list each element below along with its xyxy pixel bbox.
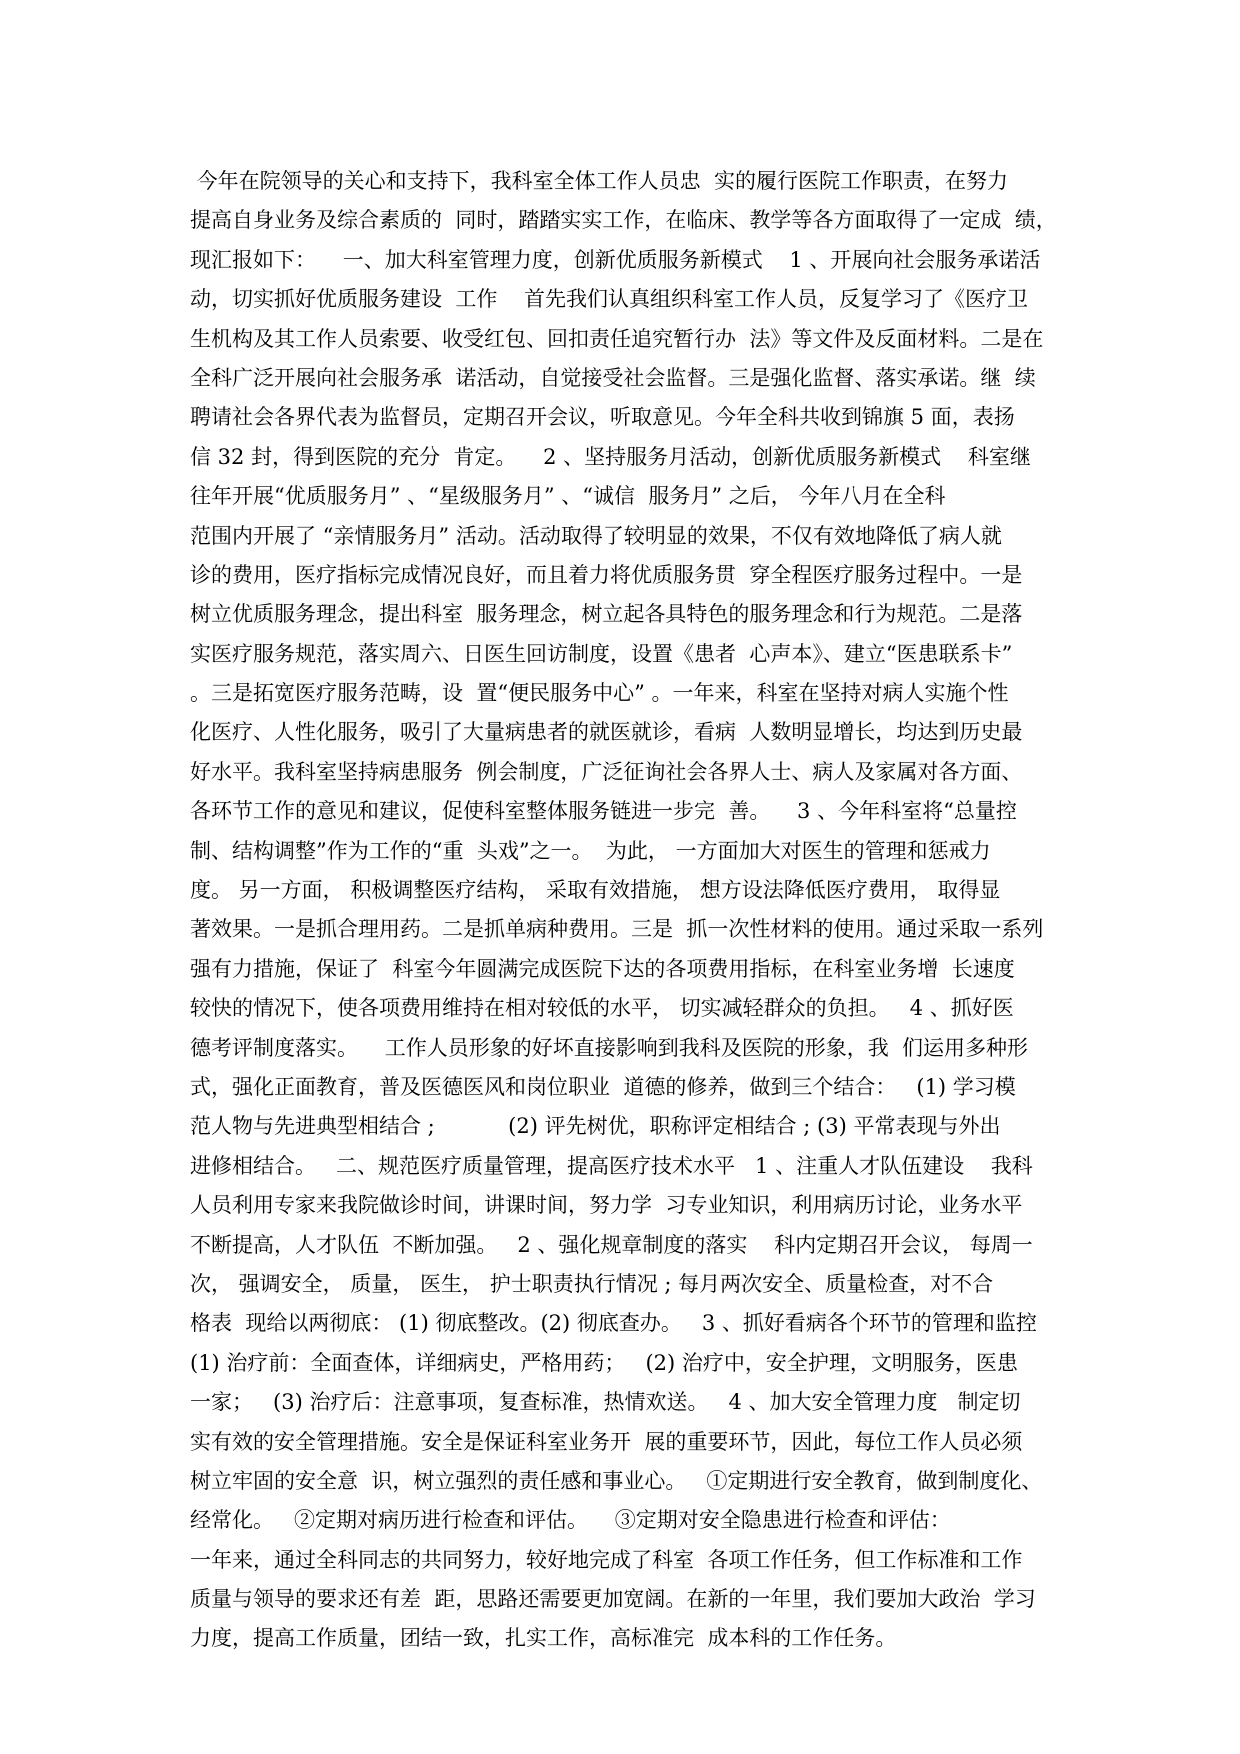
- text-line: 诊的费用，医疗指标完成情况良好，而且着力将优质服务贯 穿全程医疗服务过程中。一是: [190, 562, 1023, 587]
- text-line: 次， 强调安全， 质量， 医生， 护士职责执行情况 ; 每月两次安全、质量检查，对不合: [190, 1271, 994, 1296]
- text-line: 树立优质服务理念，提出科室 服务理念，树立起各具特色的服务理念和行为规范。二是落: [190, 602, 1023, 627]
- text-line: 。三是拓宽医疗服务范畴，设 置“便民服务中心” 。一年来，科室在坚持对病人实施个性: [190, 681, 1009, 706]
- text-line: 生机构及其工作人员索要、收受红包、回扣责任追究暂行办 法》等文件及反面材料。二是在: [190, 326, 1044, 351]
- text-line: 式，强化正面教育，普及医德医风和岗位职业 道德的修养，做到三个结合： (1) 学习模: [190, 1074, 1016, 1099]
- text-line: 一家； (3) 治疗后：注意事项，复查标准，热情欢送。 4 、加大安全管理力度 制定切: [190, 1390, 1021, 1415]
- text-line: 质量与领导的要求还有差 距，思路还需要更加宽阔。在新的一年里，我们要加大政治 学习: [190, 1587, 1036, 1612]
- text-line: (1) 治疗前：全面查体，详细病史，严格用药； (2) 治疗中，安全护理，文明服务，医患: [190, 1350, 1018, 1375]
- text-line: 聘请社会各界代表为监督员，定期召开会议，听取意见。今年全科共收到锦旗 5 面，表扬: [190, 405, 1015, 430]
- text-line: 经常化。 ②定期对病历进行检查和评估。 ③定期对安全隐患进行检查和评估：: [190, 1508, 951, 1533]
- text-line: 往年开展“优质服务月” 、“星级服务月” 、“诚信 服务月” 之后， 今年八月在全科: [190, 484, 946, 509]
- text-line: 信 32 封，得到医院的充分 肯定。 2 、坚持服务月活动，创新优质服务新模式 科室继: [190, 444, 1031, 469]
- text-line: 今年在院领导的关心和支持下，我科室全体工作人员忠 实的履行医院工作职责，在努力: [190, 169, 1009, 193]
- text-line: 现汇报如下： 一、加大科室管理力度，创新优质服务新模式 1 、开展向社会服务承诺活: [190, 247, 1041, 272]
- text-line: 范围内开展了 “亲情服务月” 活动。活动取得了较明显的效果，不仅有效地降低了病人就: [190, 523, 1002, 548]
- text-line: 较快的情况下，使各项费用维持在相对较低的水平， 切实减轻群众的负担。 4 、抓好医: [190, 996, 1014, 1021]
- text-line: 树立牢固的安全意 识，树立强烈的责任感和事业心。 ①定期进行安全教育，做到制度化、: [190, 1468, 1043, 1493]
- text-line: 实医疗服务规范，落实周六、日医生回访制度，设置《患者 心声本》、建立“医患联系卡”: [190, 641, 1013, 666]
- text-line: 强有力措施，保证了 科室今年圆满完成医院下达的各项费用指标，在科室业务增 长速度: [190, 956, 1015, 981]
- text-line: 好水平。我科室坚持病患服务 例会制度，广泛征询社会各界人士、病人及家属对各方面、: [190, 759, 1023, 784]
- text-line: 范人物与先进典型相结合 ; (2) 评先树优，职称评定相结合 ; (3) 平常表现与外出: [190, 1114, 1001, 1139]
- text-line: 德考评制度落实。 工作人员形象的好坏直接影响到我科及医院的形象，我 们运用多种形: [190, 1035, 1029, 1060]
- text-line: 化医疗、人性化服务，吸引了大量病患者的就医就诊，看病 人数明显增长，均达到历史最: [190, 720, 1023, 745]
- text-line: 著效果。一是抓合理用药。二是抓单病种费用。三是 抓一次性材料的使用。通过采取一系列: [190, 917, 1044, 942]
- text-line: 进修相结合。 二、规范医疗质量管理，提高医疗技术水平 1 、注重人才队伍建设 我科: [190, 1153, 1033, 1178]
- report-body: [190, 162, 1060, 1659]
- text-line: 度。 另一方面， 积极调整医疗结构， 采取有效措施， 想方设法降低医疗费用， 取得显: [190, 878, 1001, 903]
- text-line: 力度，提高工作质量，团结一致，扎实工作，高标准完 成本科的工作任务。: [190, 1626, 897, 1651]
- text-line: 实有效的安全管理措施。安全是保证科室业务开 展的重要环节，因此，每位工作人员必须: [190, 1429, 1023, 1454]
- text-line: 动，切实抓好优质服务建设 工作 首先我们认真组织科室工作人员，反复学习了《医疗卫: [190, 287, 1029, 312]
- text-line: 格表 现给以两彻底： (1) 彻底整改。(2) 彻底查办。 3 、抓好看病各个环节的管理和监控: [190, 1311, 1037, 1336]
- text-line: 制、结构调整”作为工作的“重 头戏”之一。 为此， 一方面加大对医生的管理和惩戒力: [190, 838, 991, 863]
- text-line: 不断提高，人才队伍 不断加强。 2 、强化规章制度的落实 科内定期召开会议， 每周一: [190, 1232, 1033, 1257]
- text-line: 人员利用专家来我院做诊时间，讲课时间，努力学 习专业知识，利用病历讨论，业务水平: [190, 1193, 1023, 1218]
- text-line: 全科广泛开展向社会服务承 诺活动，自觉接受社会监督。三是强化监督、落实承诺。继 续: [190, 365, 1036, 390]
- text-line: 各环节工作的意见和建议，促使科室整体服务链进一步完 善。 3 、今年科室将“总量控: [190, 799, 1017, 824]
- text-line: 提高自身业务及综合素质的 同时，踏踏实实工作，在临床、教学等各方面取得了一定成 绩，: [190, 208, 1057, 233]
- text-line: 一年来，通过全科同志的共同努力，较好地完成了科室 各项工作任务，但工作标准和工作: [190, 1547, 1023, 1572]
